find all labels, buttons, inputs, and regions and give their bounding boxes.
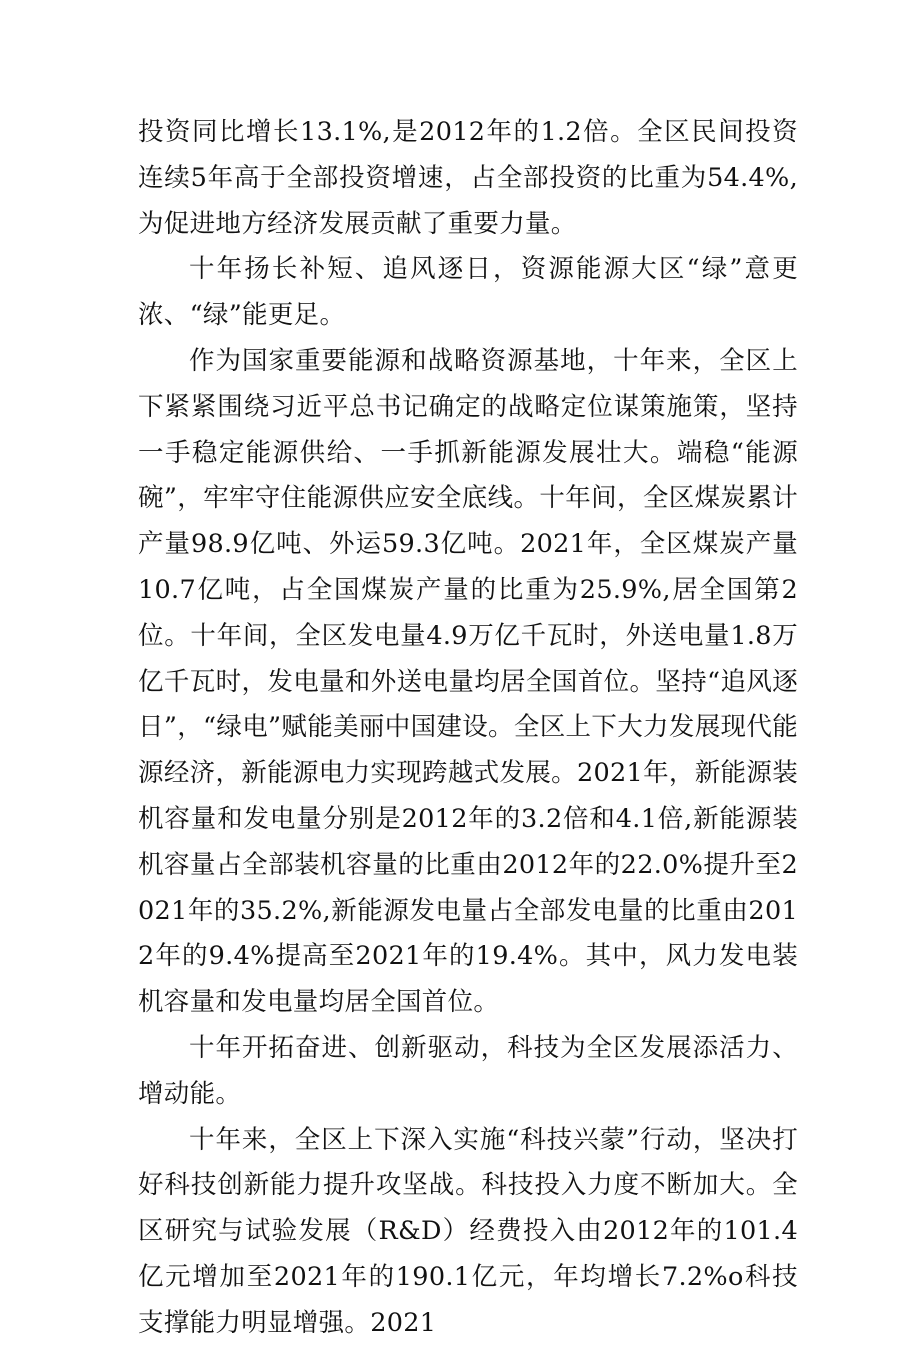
paragraph-investment: 投资同比增长13.1%,是2012年的1.2倍。全区民间投资连续5年高于全部投资增速，占全部投资的比重为54.4%,为促进地方经济发展贡献了重要力量。 [138, 117, 798, 239]
paragraph-science-tech: 十年来，全区上下深入实施“科技兴蒙”行动，坚决打好科技创新能力提升攻坚战。科技投入力度不断加大。全区研究与试验发展（R&D）经费投入由2012年的101.4亿元增加至2021年的190.1亿元，年均增长7.2%o科技支撑能力明显增强。2021 [138, 1124, 798, 1338]
paragraph-energy-base: 作为国家重要能源和战略资源基地，十年来，全区上下紧紧围绕习近平总书记确定的战略定位谋策施策，坚持一手稳定能源供给、一手抓新能源发展壮大。端稳“能源碗”，牢牢守住能源供应安全底线。十年间，全区煤炭累计产量98.9亿吨、外运59.3亿吨。2021年，全区煤炭产量10.7亿吨，占全国煤炭产量的比重为25.9%,居全国第2位。十年间，全区发电量4.9万亿千瓦时，外送电量1.8万亿千瓦时，发电量和外送电量均居全国首位。坚持“追风逐日”，“绿电”赋能美丽中国建设。全区上下大力发展现代能源经济，新能源电力实现跨越式发展。2021年，新能源装机容量和发电量分别是2012年的3.2倍和4.1倍,新能源装机容量占全部装机容量的比重由2012年的22.0%提升至2021年的35.2%,新能源发电量占全部发电量的比重由2012年的9.4%提高至2021年的19.4%。其中，风力发电装机容量和发电量均居全国首位。 [138, 345, 798, 1018]
paragraph-innovation-heading: 十年开拓奋进、创新驱动，科技为全区发展添活力、增动能。 [138, 1032, 798, 1109]
body-text [138, 110, 798, 1347]
paragraph-energy-heading: 十年扬长补短、追风逐日，资源能源大区“绿”意更浓、“绿”能更足。 [138, 254, 798, 331]
